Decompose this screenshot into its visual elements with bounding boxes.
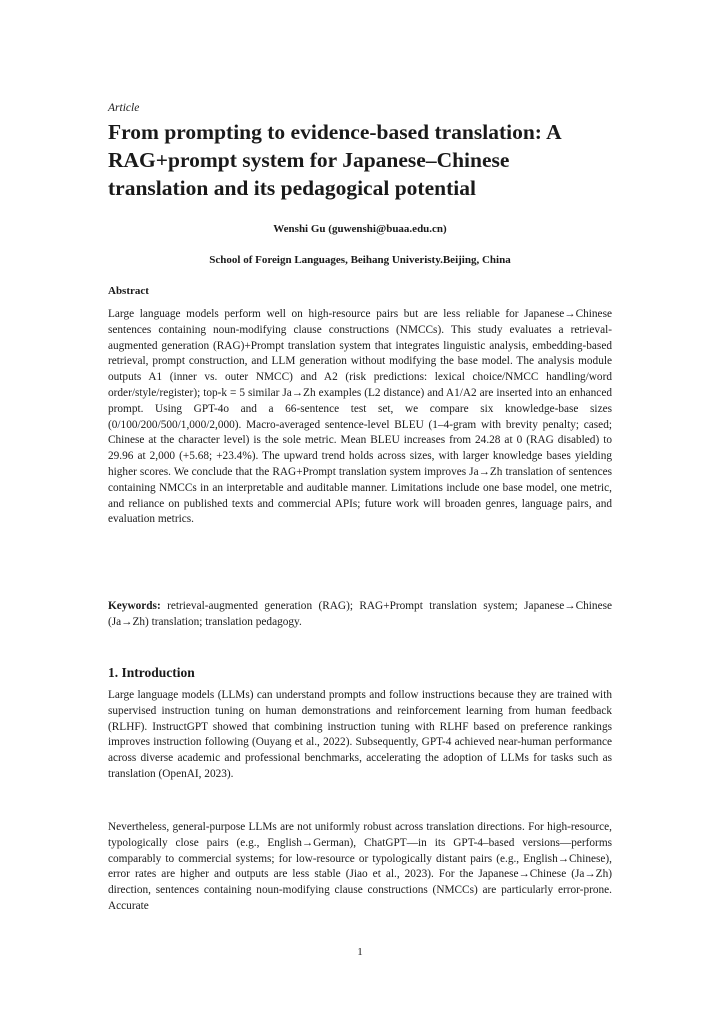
article-type-label: Article (108, 102, 140, 114)
author-line: Wenshi Gu (guwenshi@buaa.edu.cn) (273, 223, 447, 235)
abstract-text: Large language models perform well on high-resource pairs but are less reliable for Japanese→Chinese sentences containing noun-modifying clause constructions (NMCCs). This study evaluates a retrieval-augmented generation (RAG)+Prompt translation system that integrates linguistic analysis, embedding-based retrieval, prompt construction, and LLM generation without modifying the base model. The analysis module outputs A1 (inner vs. outer NMCC) and A2 (risk predictions: lexical choice/NMCC handling/word order/style/register); top-k = 5 similar Ja→Zh examples (L2 distance) and A1/A2 are inserted into an enhanced prompt. Using GPT-4o and a 66-sentence test set, we compare six knowledge-base sizes (0/100/200/500/1,000/2,000). Macro-averaged sentence-level BLEU (1–4-gram with brevity penalty; cased; Chinese at the character level) is the sole metric. Mean BLEU increases from 24.28 at 0 (RAG disabled) to 29.96 at 2,000 (+5.68; +23.4%). The upward trend holds across sizes, with larger knowledge bases yielding higher scores. We conclude that the RAG+Prompt translation system improves Ja→Zh translation of sentences containing NMCCs in an interpretable and auditable manner. Limitations include one base model, one metric, and reliance on published texts and commercial APIs; future work will broaden genres, language pairs, and evaluation metrics. (108, 308, 612, 526)
keywords-label: Keywords: (108, 600, 161, 612)
abstract-heading: Abstract (108, 285, 149, 297)
intro-paragraph-2: Nevertheless, general-purpose LLMs are not uniformly robust across translation directions. For high-resource, typologically close pairs (e.g., English→German), ChatGPT—in its GPT-4–based versions—performs comparably to commercial systems; for low-resource or typologically distant pairs (e.g., English→Chinese), error rates are higher and outputs are less stable (Jiao et al., 2023). For the Japanese→Chinese (Ja→Zh) direction, sentences containing noun-modifying clause constructions (NMCCs) are particularly error-prone. Accurate (108, 821, 612, 912)
keywords-block (108, 599, 612, 631)
paper-title: From prompting to evidence-based translation: A RAG+prompt system for Japanese–Chinese translation and its pedagogical potential (108, 120, 561, 200)
page-number: 1 (357, 946, 363, 958)
section-heading-introduction: 1. Introduction (108, 665, 195, 680)
keywords-text: retrieval-augmented generation (RAG); RAG+Prompt translation system; Japanese→Chinese (Ja→Zh) translation; translation pedagogy. (108, 600, 612, 628)
intro-paragraph-1: Large language models (LLMs) can understand prompts and follow instructions because they are trained with supervised instruction tuning on human demonstrations and reinforcement learning from human feedback (RLHF). InstructGPT showed that combining instruction tuning with RLHF based on preference rankings improves instruction following (Ouyang et al., 2022). Subsequently, GPT-4 achieved near-human performance across diverse academic and professional benchmarks, accelerating the adoption of LLMs for tasks such as translation (OpenAI, 2023). (108, 689, 612, 780)
affiliation-line: School of Foreign Languages, Beihang Univeristy.Beijing, China (209, 254, 511, 266)
